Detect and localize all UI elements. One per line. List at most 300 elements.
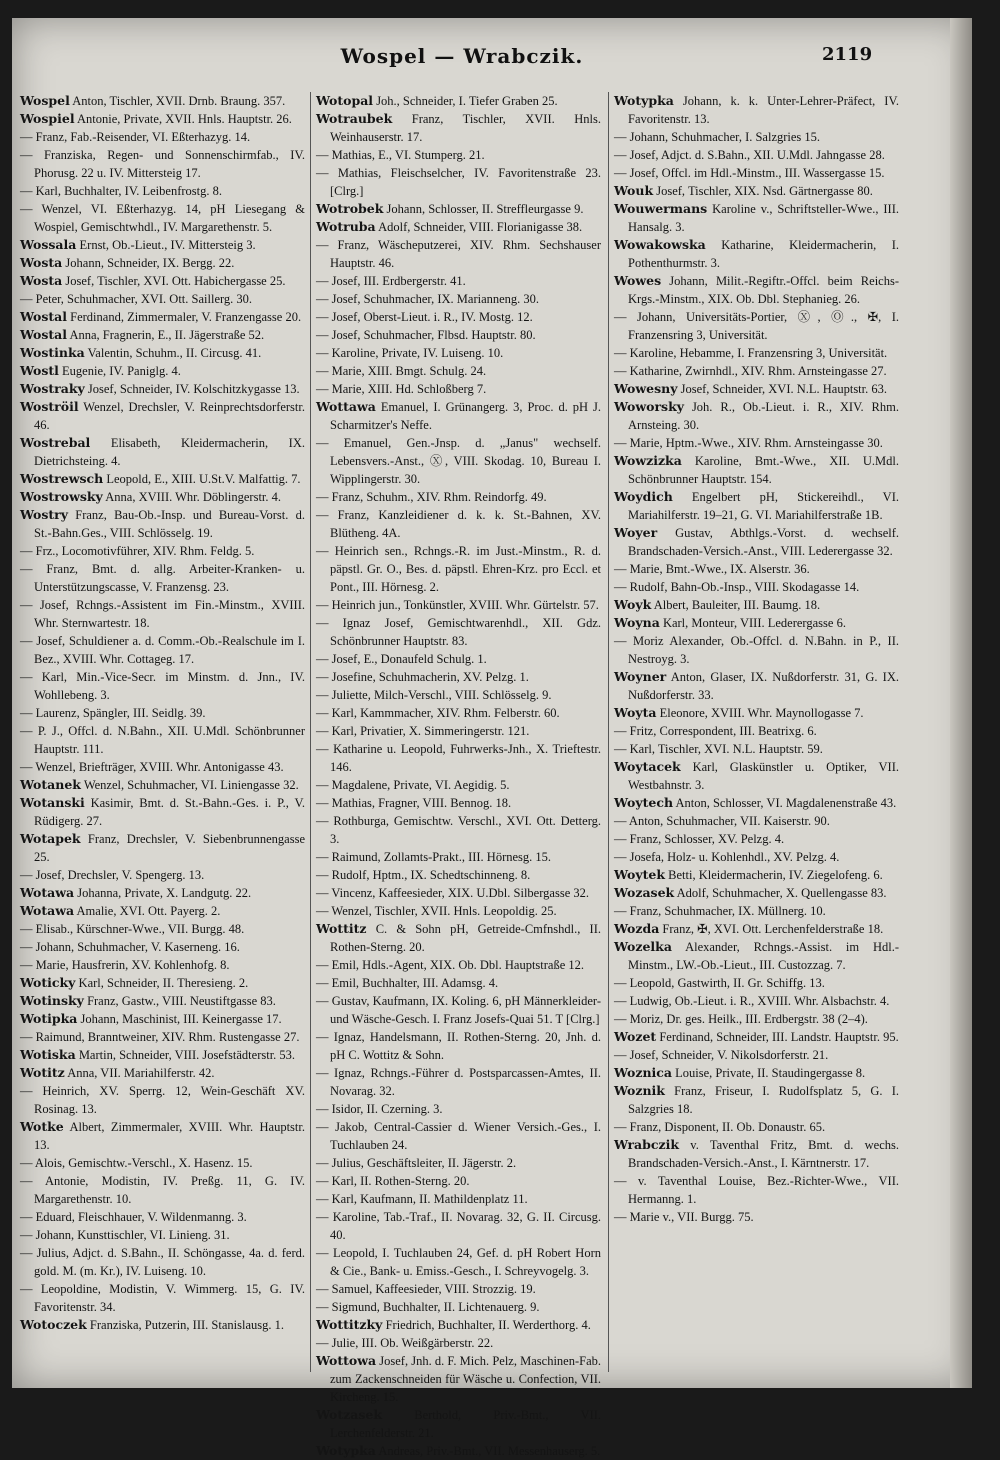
directory-entry <box>20 182 305 200</box>
entry-surname: Woworsky <box>614 399 685 414</box>
directory-entry <box>316 362 601 380</box>
directory-entry <box>316 398 601 434</box>
entry-details: — Emanuel, Gen.-Jnsp. d. „Janus" wechself. Lebensvers.-Anst., Ⓧ, VIII. Skodag. 10, Bureau I. Wipplingerstr. 30. <box>316 436 601 486</box>
entry-details: — Josef, Schuldiener a. d. Comm.-Ob.-Realschule im I. Bez., XVIII. Whr. Cottageg. 17. <box>20 634 305 666</box>
entry-surname: Wozda <box>614 921 660 936</box>
entry-surname: Wozasek <box>614 885 675 900</box>
directory-entry <box>316 218 601 236</box>
entry-details: — Josef, E., Donaufeld Schulg. 1. <box>316 652 487 666</box>
column-1 <box>20 92 305 1382</box>
directory-entry <box>614 146 899 164</box>
directory-entry <box>614 236 899 272</box>
entry-details: — Frz., Locomotivführer, XIV. Rhm. Feldg. 5. <box>20 544 255 558</box>
entry-details: Eugenie, IV. Paniglg. 4. <box>58 364 181 378</box>
entry-details: Albert, Zimmermaler, XVIII. Whr. Hauptstr. 13. <box>34 1120 305 1152</box>
directory-entry <box>316 722 601 740</box>
entry-details: Anna, XVIII. Whr. Döblingerstr. 4. <box>102 490 282 504</box>
directory-entry <box>316 1190 601 1208</box>
directory-entry <box>20 1208 305 1226</box>
entry-surname: Wowzizka <box>614 453 682 468</box>
entry-details: — Alois, Gemischtw.-Verschl., X. Hasenz. 15. <box>20 1156 253 1170</box>
directory-entry <box>316 344 601 362</box>
entry-details: Katharine, Kleidermacherin, I. Pothenthurmstr. 3. <box>628 238 899 270</box>
entry-details: Josef, Tischler, XIX. Nsd. Gärtnergasse 80. <box>653 184 873 198</box>
entry-details: — Heinrich jun., Tonkünstler, XVIII. Whr. Gürtelstr. 57. <box>316 598 599 612</box>
directory-entry <box>20 398 305 434</box>
entry-details: — Josef, Schuhmacher, Flbsd. Hauptstr. 80. <box>316 328 536 342</box>
directory-entry <box>614 974 899 992</box>
directory-entry <box>20 560 305 596</box>
directory-entry <box>614 740 899 758</box>
entry-surname: Wostraky <box>20 381 85 396</box>
entry-details: — Raimund, Branntweiner, XIV. Rhm. Rustengasse 27. <box>20 1030 300 1044</box>
entry-details: — Mathias, Fragner, VIII. Bennog. 18. <box>316 796 512 810</box>
entry-surname: Wossala <box>20 237 77 252</box>
entry-surname: Wottawa <box>316 399 376 414</box>
directory-entry <box>20 704 305 722</box>
directory-entry <box>316 542 601 596</box>
entry-details: — Antonie, Modistin, IV. Preßg. 11, G. IV. Margarethenstr. 10. <box>20 1174 305 1206</box>
directory-entry <box>20 110 305 128</box>
directory-entry <box>316 650 601 668</box>
entry-details: — Franz, Wäscheputzerei, XIV. Rhm. Sechshauser Hauptstr. 46. <box>316 238 601 270</box>
directory-columns <box>20 92 950 1458</box>
entry-details: Antonie, Private, XVII. Hnls. Hauptstr. 26. <box>74 112 292 126</box>
directory-entry <box>316 1334 601 1352</box>
entry-surname: Wottitz <box>316 921 367 936</box>
directory-entry <box>316 164 601 200</box>
entry-details: Ernst, Ob.-Lieut., IV. Mittersteig 3. <box>76 238 256 252</box>
entry-details: — Rudolf, Hptm., IX. Schedtschinneng. 8. <box>316 868 531 882</box>
entry-surname: Wostl <box>20 363 59 378</box>
directory-entry <box>20 1244 305 1280</box>
directory-entry <box>614 524 899 560</box>
directory-entry <box>614 1046 899 1064</box>
entry-details: Ferdinand, Schneider, III. Landstr. Hauptstr. 95. <box>656 1030 899 1044</box>
directory-entry <box>20 1028 305 1046</box>
entry-surname: Woströil <box>20 399 79 414</box>
entry-details: Johann, Schneider, IX. Bergg. 22. <box>62 256 235 270</box>
directory-entry <box>614 1064 899 1082</box>
directory-entry <box>614 668 899 704</box>
directory-entry <box>614 488 899 524</box>
directory-entry <box>316 1298 601 1316</box>
directory-entry <box>20 1064 305 1082</box>
entry-details: — Josef, Schneider, V. Nikolsdorferstr. 21. <box>614 1048 829 1062</box>
entry-details: Franz, Gastw., VIII. Neustiftgasse 83. <box>83 994 276 1008</box>
entry-details: — Franz, Schuhm., XIV. Rhm. Reindorfg. 49. <box>316 490 547 504</box>
entry-details: Gustav, Abthlgs.-Vorst. d. wechself. Brandschaden-Versich.-Anst., VIII. Lederergasse 32. <box>628 526 899 558</box>
entry-details: Kasimir, Bmt. d. St.-Bahn.-Ges. i. P., V. Rüdigerg. 27. <box>34 796 305 828</box>
directory-entry <box>316 326 601 344</box>
directory-entry <box>316 1406 601 1442</box>
entry-details: Anton, Tischler, XVII. Drnb. Braung. 357. <box>69 94 286 108</box>
entry-details: — Peter, Schuhmacher, XVI. Ott. Saillerg. 30. <box>20 292 253 306</box>
entry-details: Johanna, Private, X. Landgutg. 22. <box>74 886 252 900</box>
directory-entry <box>20 866 305 884</box>
directory-entry <box>20 128 305 146</box>
entry-details: Wenzel, Drechsler, V. Reinprechtsdorferstr. 46. <box>34 400 305 432</box>
directory-entry <box>316 776 601 794</box>
entry-details: — Juliette, Milch-Verschl., VIII. Schlösselg. 9. <box>316 688 552 702</box>
entry-details: — Marie, Hausfrerin, XV. Kohlenhofg. 8. <box>20 958 230 972</box>
entry-details: — Moriz, Dr. ges. Heilk., III. Erdbergstr. 38 (2–4). <box>614 1012 868 1026</box>
entry-surname: Woyer <box>614 525 658 540</box>
entry-details: — Magdalene, Private, VI. Aegidig. 5. <box>316 778 510 792</box>
entry-surname: Wowakowska <box>614 237 706 252</box>
directory-entry <box>316 596 601 614</box>
entry-details: — Laurenz, Spängler, III. Seidlg. 39. <box>20 706 206 720</box>
directory-entry <box>20 722 305 758</box>
entry-surname: Wotruba <box>316 219 376 234</box>
entry-surname: Wotzasek <box>316 1407 382 1422</box>
entry-details: — Karoline, Hebamme, I. Franzensring 3, Universität. <box>614 346 888 360</box>
directory-entry <box>614 578 899 596</box>
entry-details: — Marie, XIII. Bmgt. Schulg. 24. <box>316 364 487 378</box>
entry-details: — Wenzel, Tischler, XVII. Hnls. Leopoldig. 25. <box>316 904 557 918</box>
entry-details: — Heinrich, XV. Sperrg. 12, Wein-Geschäft XV. Rosinag. 13. <box>20 1084 305 1116</box>
entry-details: Franz, ✠, XVI. Ott. Lerchenfelderstraße 18. <box>659 922 884 936</box>
entry-details: Joh. R., Ob.-Lieut. i. R., XIV. Rhm. Arnsteing. 30. <box>628 400 899 432</box>
entry-details: Alexander, Rchngs.-Assist. im Hdl.-Minstm., LW.-Ob.-Lieut., III. Custozzag. 7. <box>628 940 899 972</box>
directory-page <box>12 18 972 1458</box>
entry-details: Albert, Bauleiter, III. Baumg. 18. <box>651 598 821 612</box>
entry-details: — Josef, Oberst-Lieut. i. R., IV. Mostg. 12. <box>316 310 533 324</box>
directory-entry <box>20 1010 305 1028</box>
entry-details: Anton, Glaser, IX. Nußdorferstr. 31, G. IX. Nußdorferstr. 33. <box>628 670 899 702</box>
directory-entry <box>20 200 305 236</box>
directory-entry <box>316 110 601 146</box>
directory-entry <box>614 992 899 1010</box>
entry-surname: Wostal <box>20 327 68 342</box>
directory-entry <box>20 596 305 632</box>
entry-details: Adolf, Schuhmacher, X. Quellengasse 83. <box>674 886 887 900</box>
entry-surname: Wotanek <box>20 777 81 792</box>
column-rule <box>310 92 311 1372</box>
entry-surname: Wowes <box>614 273 662 288</box>
entry-details: — Leopold, I. Tuchlauben 24, Gef. d. pH Robert Horn & Cie., Bank- u. Emiss.-Gesch., I. Schreyvogelg. 3. <box>316 1246 601 1278</box>
directory-entry <box>20 794 305 830</box>
entry-details: — Rothburga, Gemischtw. Verschl., XVI. Ott. Detterg. 3. <box>316 814 601 846</box>
directory-entry <box>614 632 899 668</box>
entry-surname: Wotiska <box>20 1047 76 1062</box>
entry-details: — Karl, Kaufmann, II. Mathildenplatz 11. <box>316 1192 528 1206</box>
entry-surname: Woytacek <box>614 759 681 774</box>
directory-entry <box>316 308 601 326</box>
entry-details: — Eduard, Fleischhauer, V. Wildenmanng. 3. <box>20 1210 247 1224</box>
directory-entry <box>316 686 601 704</box>
entry-details: — Marie, Bmt.-Wwe., IX. Alserstr. 36. <box>614 562 810 576</box>
entry-details: — Karoline, Private, IV. Luiseng. 10. <box>316 346 504 360</box>
directory-entry <box>614 902 899 920</box>
page-number: 2119 <box>822 44 873 65</box>
directory-entry <box>614 614 899 632</box>
entry-details: — Josef, Rchngs.-Assistent im Fin.-Minstm., XVIII. Whr. Sternwartestr. 18. <box>20 598 305 630</box>
entry-details: — Karoline, Tab.-Traf., II. Novarag. 32, G. II. Circusg. 40. <box>316 1210 601 1242</box>
entry-surname: Woyner <box>614 669 667 684</box>
directory-entry <box>20 506 305 542</box>
entry-surname: Wotke <box>20 1119 64 1134</box>
entry-details: Franz, Bau-Ob.-Insp. und Bureau-Vorst. d. St.-Bahn.Ges., VIII. Schlösselg. 19. <box>34 508 305 540</box>
entry-surname: Wottowa <box>316 1353 377 1368</box>
directory-entry <box>614 794 899 812</box>
directory-entry <box>316 1028 601 1064</box>
entry-details: — v. Taventhal Louise, Bez.-Richter-Wwe., VII. Hermanng. 1. <box>614 1174 899 1206</box>
entry-details: Johann, Schlosser, II. Streffleurgasse 9. <box>383 202 584 216</box>
entry-details: Franz, Drechsler, V. Siebenbrunnengasse 25. <box>34 832 305 864</box>
entry-details: Emanuel, I. Grünangerg. 3, Proc. d. pH J. Scharmitzer's Neffe. <box>330 400 601 432</box>
entry-details: Engelbert pH, Stickereihdl., VI. Mariahilferstr. 19–21, G. VI. Mariahilferstraße 1B. <box>628 490 899 522</box>
entry-details: — Fritz, Correspondent, III. Beatrixg. 6. <box>614 724 817 738</box>
entry-details: — Johann, Schuhmacher, V. Kaserneng. 16. <box>20 940 240 954</box>
directory-entry <box>316 434 601 488</box>
directory-entry <box>20 668 305 704</box>
directory-entry <box>316 1154 601 1172</box>
entry-details: — Katharine, Zwirnhdl., XIV. Rhm. Arnsteingasse 27. <box>614 364 887 378</box>
directory-entry <box>20 1280 305 1316</box>
directory-entry <box>20 776 305 794</box>
directory-entry <box>614 830 899 848</box>
entry-details: — Anton, Schuhmacher, VII. Kaiserstr. 90. <box>614 814 830 828</box>
entry-surname: Woyk <box>614 597 652 612</box>
directory-entry <box>316 902 601 920</box>
directory-entry <box>614 938 899 974</box>
entry-details: Karl, Glaskünstler u. Optiker, VII. Westbahnstr. 3. <box>628 760 899 792</box>
directory-entry <box>316 146 601 164</box>
entry-surname: Woydich <box>614 489 673 504</box>
directory-entry <box>614 398 899 434</box>
entry-details: — Julie, III. Ob. Weißgärberstr. 22. <box>316 1336 494 1350</box>
entry-surname: Woticky <box>20 975 76 990</box>
entry-details: — Karl, II. Rothen-Sterng. 20. <box>316 1174 470 1188</box>
entry-details: — Franz, Disponent, II. Ob. Donaustr. 65. <box>614 1120 826 1134</box>
directory-entry <box>614 452 899 488</box>
entry-surname: Wotanski <box>20 795 85 810</box>
entry-surname: Wrabczik <box>614 1137 680 1152</box>
entry-details: — Franziska, Regen- und Sonnenschirmfab., IV. Phorusg. 22 u. IV. Mittersteig 17. <box>20 148 305 180</box>
entry-surname: Woytek <box>614 867 666 882</box>
entry-surname: Wospiel <box>20 111 75 126</box>
directory-entry <box>316 1244 601 1280</box>
entry-details: — Ignaz Josef, Gemischtwarenhdl., XII. Gdz. Schönbrunner Hauptstr. 83. <box>316 616 601 648</box>
directory-entry <box>20 1172 305 1208</box>
directory-entry <box>20 146 305 182</box>
entry-details: Johann, k. k. Unter-Lehrer-Präfect, IV. Favoritenstr. 13. <box>628 94 899 126</box>
entry-details: — Emil, Buchhalter, III. Adamsg. 4. <box>316 976 499 990</box>
entry-details: Franz, Friseur, I. Rudolfsplatz 5, G. I. Salzgries 18. <box>628 1084 899 1116</box>
directory-entry <box>614 92 899 128</box>
entry-details: — Katharine u. Leopold, Fuhrwerks-Jnh., X. Trieftestr. 146. <box>316 742 601 774</box>
directory-entry <box>316 1442 601 1460</box>
entry-details: Anna, Fragnerin, E., II. Jägerstraße 52. <box>67 328 265 342</box>
entry-details: — Karl, Min.-Vice-Secr. im Minstm. d. Jnn., IV. Wohllebeng. 3. <box>20 670 305 702</box>
directory-entry <box>614 812 899 830</box>
entry-details: v. Taventhal Fritz, Bmt. d. wechs. Brandschaden-Versich.-Anst., I. Kärntnerstr. 17. <box>628 1138 899 1170</box>
entry-details: — Marie, Hptm.-Wwe., XIV. Rhm. Arnsteingasse 30. <box>614 436 883 450</box>
entry-details: — Karl, Tischler, XVI. N.L. Hauptstr. 59. <box>614 742 823 756</box>
column-3 <box>614 92 899 1382</box>
column-2 <box>316 92 601 1458</box>
directory-entry <box>20 902 305 920</box>
directory-entry <box>20 884 305 902</box>
entry-details: Ferdinand, Zimmermaler, V. Franzengasse 20. <box>67 310 302 324</box>
directory-entry <box>20 1082 305 1118</box>
directory-entry <box>614 1010 899 1028</box>
directory-entry <box>614 596 899 614</box>
directory-entry <box>316 668 601 686</box>
directory-entry <box>614 920 899 938</box>
directory-entry <box>20 470 305 488</box>
directory-entry <box>20 1046 305 1064</box>
directory-entry <box>316 884 601 902</box>
directory-entry <box>20 344 305 362</box>
entry-details: — Josef, Schuhmacher, IX. Marianneng. 30. <box>316 292 540 306</box>
entry-surname: Wotitz <box>20 1065 65 1080</box>
entry-details: — Josef, Offcl. im Hdl.-Minstm., III. Wassergasse 15. <box>614 166 885 180</box>
entry-details: — Josefine, Schuhmacherin, XV. Pelzg. 1. <box>316 670 529 684</box>
entry-details: — Julius, Geschäftsleiter, II. Jägerstr. 2. <box>316 1156 517 1170</box>
entry-surname: Wostrebal <box>20 435 91 450</box>
entry-details: — Josefa, Holz- u. Kohlenhdl., XV. Pelzg. 4. <box>614 850 840 864</box>
directory-entry <box>316 704 601 722</box>
entry-surname: Wowesny <box>614 381 678 396</box>
entry-details: — Franz, Bmt. d. allg. Arbeiter-Kranken- u. Unterstützungscasse, V. Franzensg. 23. <box>20 562 305 594</box>
directory-entry <box>20 992 305 1010</box>
entry-details: — Sigmund, Buchhalter, II. Lichtenauerg. 9. <box>316 1300 540 1314</box>
directory-entry <box>316 956 601 974</box>
entry-details: — Elisab., Kürschner-Wwe., VII. Burgg. 48. <box>20 922 245 936</box>
entry-details: — Isidor, II. Czerning. 3. <box>316 1102 443 1116</box>
directory-entry <box>614 164 899 182</box>
directory-entry <box>614 434 899 452</box>
entry-details: — Leopoldine, Modistin, V. Wimmerg. 15, G. IV. Favoritenstr. 34. <box>20 1282 305 1314</box>
directory-entry <box>20 830 305 866</box>
entry-surname: Wotapek <box>20 831 81 846</box>
entry-details: — Emil, Hdls.-Agent, XIX. Ob. Dbl. Hauptstraße 12. <box>316 958 585 972</box>
directory-entry <box>20 488 305 506</box>
entry-surname: Wotrobek <box>316 201 384 216</box>
entry-details: Karoline, Bmt.-Wwe., XII. U.Mdl. Schönbrunner Hauptstr. 154. <box>628 454 899 486</box>
entry-details: Josef, Schneider, XVI. N.L. Hauptstr. 63. <box>677 382 888 396</box>
entry-details: Friedrich, Buchhalter, II. Werderthorg. 4. <box>382 1318 591 1332</box>
directory-entry <box>614 1136 899 1172</box>
entry-details: Andreas, Priv.-Bmt., VII. Messenhauserg. 5. <box>375 1444 601 1458</box>
directory-entry <box>316 974 601 992</box>
directory-entry <box>20 1118 305 1154</box>
entry-surname: Wotawa <box>20 903 75 918</box>
entry-surname: Wostrewsch <box>20 471 104 486</box>
directory-entry <box>316 1316 601 1334</box>
entry-details: — Julius, Adjct. d. S.Bahn., II. Schöngasse, 4a. d. ferd. gold. M. (m. Kr.), IV. Luiseng. 10. <box>20 1246 305 1278</box>
entry-details: — Mathias, Fleischselcher, IV. Favoritenstraße 23. [Clrg.] <box>316 166 601 198</box>
directory-entry <box>614 362 899 380</box>
entry-details: — Franz, Kanzleidiener d. k. k. St.-Bahnen, XV. Blütheng. 4A. <box>316 508 601 540</box>
entry-details: Anna, VII. Mariahilferstr. 42. <box>64 1066 215 1080</box>
entry-details: Josef, Schneider, IV. Kolschitzkygasse 13. <box>84 382 300 396</box>
entry-details: Karl, Schneider, II. Theresieng. 2. <box>75 976 249 990</box>
directory-entry <box>614 128 899 146</box>
entry-surname: Wotypka <box>614 93 674 108</box>
directory-entry <box>20 434 305 470</box>
entry-surname: Wotraubek <box>316 111 393 126</box>
directory-entry <box>20 542 305 560</box>
directory-entry <box>20 308 305 326</box>
directory-entry <box>614 1172 899 1208</box>
directory-entry <box>614 200 899 236</box>
entry-details: Berthold, Priv.-Bmt., VII. Lerchenfelderstr. 21. <box>330 1408 601 1440</box>
directory-entry <box>614 1208 899 1226</box>
entry-details: — Josef, Drechsler, V. Spengerg. 13. <box>20 868 205 882</box>
directory-entry <box>614 866 899 884</box>
directory-entry <box>614 884 899 902</box>
entry-surname: Wozelka <box>614 939 672 954</box>
directory-entry <box>316 1352 601 1406</box>
directory-entry <box>20 1226 305 1244</box>
entry-surname: Wostal <box>20 309 68 324</box>
entry-surname: Wotoczek <box>20 1317 87 1332</box>
directory-entry <box>20 362 305 380</box>
entry-details: — P. J., Offcl. d. N.Bahn., XII. U.Mdl. Schönbrunner Hauptstr. 111. <box>20 724 305 756</box>
entry-details: — Franz, Schlosser, XV. Pelzg. 4. <box>614 832 785 846</box>
directory-entry <box>20 1154 305 1172</box>
entry-details: Amalie, XVI. Ott. Payerg. 2. <box>74 904 221 918</box>
entry-surname: Wotinsky <box>20 993 84 1008</box>
directory-entry <box>20 758 305 776</box>
entry-surname: Wosta <box>20 255 63 270</box>
entry-details: Johann, Maschinist, III. Keinergasse 17. <box>77 1012 282 1026</box>
entry-details: Elisabeth, Kleidermacherin, IX. Dietrichsteing. 4. <box>34 436 305 468</box>
entry-details: — Mathias, E., VI. Stumperg. 21. <box>316 148 485 162</box>
entry-surname: Woznik <box>614 1083 665 1098</box>
directory-entry <box>20 326 305 344</box>
directory-entry <box>316 1100 601 1118</box>
entry-surname: Wosta <box>20 273 63 288</box>
entry-details: — Karl, Kammmacher, XIV. Rhm. Felberstr. 60. <box>316 706 560 720</box>
entry-details: Leopold, E., XIII. U.St.V. Malfattig. 7. <box>103 472 301 486</box>
entry-surname: Wozet <box>614 1029 657 1044</box>
entry-details: Louise, Private, II. Staudingergasse 8. <box>672 1066 866 1080</box>
entry-details: — Rudolf, Bahn-Ob.-Insp., VIII. Skodagasse 14. <box>614 580 860 594</box>
directory-entry <box>316 506 601 542</box>
directory-entry <box>316 200 601 218</box>
directory-entry <box>614 1028 899 1046</box>
directory-entry <box>316 848 601 866</box>
directory-entry <box>316 236 601 272</box>
page-edge-shadow <box>950 18 972 1388</box>
entry-details: — Moriz Alexander, Ob.-Offcl. d. N.Bahn. in P., II. Nestroyg. 3. <box>614 634 899 666</box>
directory-entry <box>20 956 305 974</box>
entry-details: — Raimund, Zollamts-Prakt., III. Hörnesg. 15. <box>316 850 552 864</box>
column-rule <box>608 92 609 1372</box>
entry-details: Franziska, Putzerin, III. Stanislausg. 1. <box>86 1318 284 1332</box>
directory-entry <box>316 866 601 884</box>
entry-surname: Wostrowsky <box>20 489 103 504</box>
entry-details: — Wenzel, VI. Eßterhazyg. 14, pH Liesegang & Wospiel, Gemischtwhdl., IV. Margarethenstr. 5. <box>20 202 305 234</box>
directory-entry <box>316 488 601 506</box>
directory-entry <box>316 614 601 650</box>
entry-details: — Vincenz, Kaffeesieder, XIX. U.Dbl. Silbergasse 32. <box>316 886 589 900</box>
running-title: Wospel — Wrabczik. <box>340 44 584 68</box>
directory-entry <box>316 812 601 848</box>
entry-details: — Josef, Adjct. d. S.Bahn., XII. U.Mdl. Jahngasse 28. <box>614 148 885 162</box>
entry-details: Valentin, Schuhm., II. Circusg. 41. <box>84 346 262 360</box>
directory-entry <box>614 848 899 866</box>
entry-details: Eleonore, XVIII. Whr. Maynollogasse 7. <box>656 706 864 720</box>
directory-entry <box>316 920 601 956</box>
directory-entry <box>614 722 899 740</box>
directory-entry <box>316 380 601 398</box>
directory-entry <box>20 632 305 668</box>
